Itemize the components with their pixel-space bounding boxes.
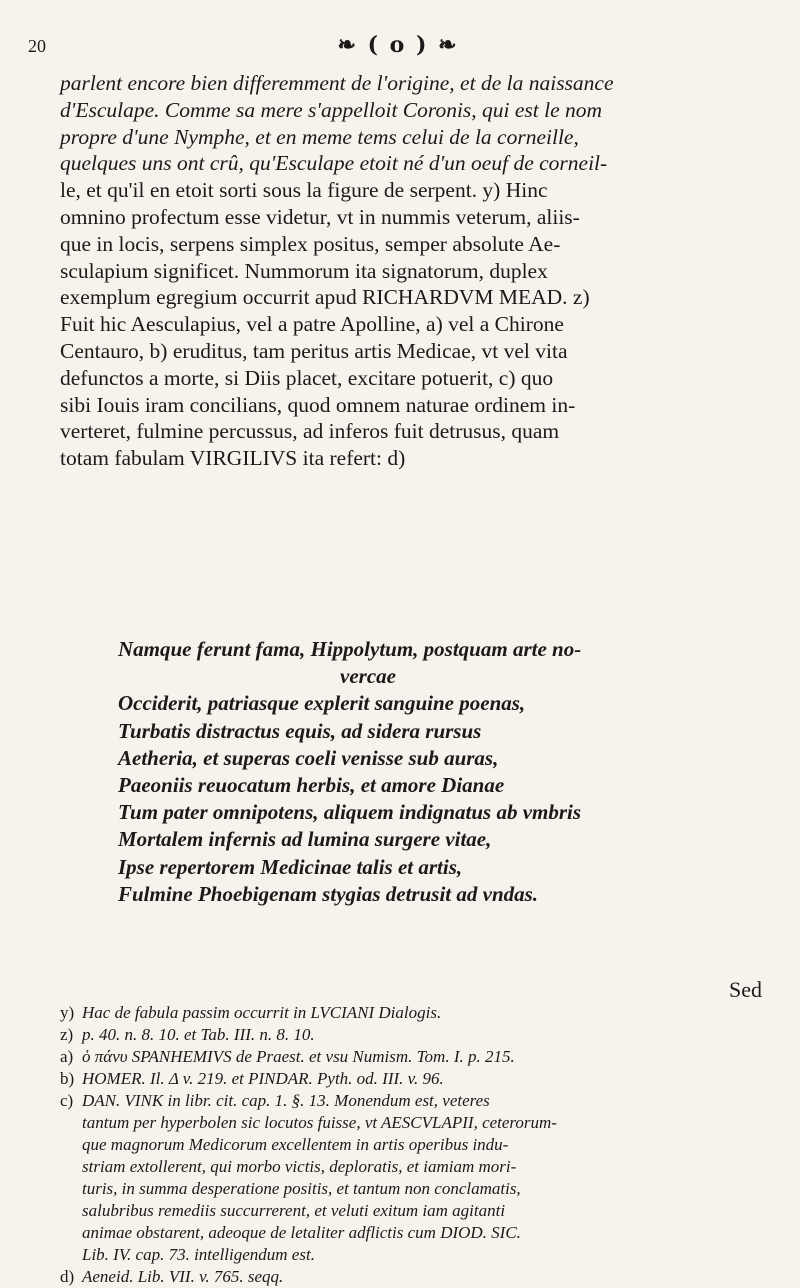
footnote bbox=[60, 1266, 772, 1288]
text-line: propre d'une Nymphe, et en meme tems celui de la corneille, bbox=[60, 124, 579, 149]
text-line: parlent encore bien differemment de l'origine, et de la naissance bbox=[60, 71, 614, 95]
verse-line: Tum pater omnipotens, aliquem indignatus ab vmbris bbox=[118, 800, 582, 825]
footnote-continuation: Lib. IV. cap. 73. intelligendum est. bbox=[82, 1245, 315, 1264]
footnote-label: d) bbox=[60, 1267, 75, 1286]
verse-line: vercae bbox=[340, 664, 396, 689]
page-header bbox=[28, 30, 768, 66]
footnote-label: a) bbox=[60, 1047, 74, 1066]
footnote bbox=[60, 1002, 772, 1024]
text-line: Centauro, b) eruditus, tam peritus artis Medicae, vt vel vita bbox=[60, 338, 568, 363]
text-line: verteret, fulmine percussus, ad inferos fuit detrusus, quam bbox=[60, 419, 560, 444]
text-line: omnino profectum esse videtur, vt in nummis veterum, aliis- bbox=[60, 204, 580, 229]
page-number: 20 bbox=[28, 36, 46, 56]
text-line: Fuit hic Aesculapius, vel a patre Apolline, a) vel a Chirone bbox=[60, 312, 564, 337]
text-line: que in locis, serpens simplex positus, semper absolute Ae- bbox=[60, 231, 561, 256]
footnotes bbox=[60, 1002, 772, 1288]
footnote bbox=[60, 1068, 772, 1090]
verse-line: Turbatis distractus equis, ad sidera rursus bbox=[118, 718, 482, 743]
footnote-continuation: tantum per hyperbolen sic locutos fuisse, vt AESCVLAPII, ceterorum- bbox=[82, 1113, 557, 1132]
running-head-ornament: ❧ ( o ) ❧ bbox=[337, 32, 459, 58]
verse-quotation bbox=[118, 636, 768, 908]
footnote-continuation: striam extollerent, qui morbo victis, deploratis, et iamiam mori- bbox=[82, 1157, 517, 1176]
footnote-label: b) bbox=[60, 1069, 75, 1088]
footnote-label: c) bbox=[60, 1091, 74, 1110]
footnote-text: HOMER. Il. Δ v. 219. et PINDAR. Pyth. od. III. v. 96. bbox=[82, 1069, 444, 1088]
text-line: defunctos a morte, si Diis placet, excitare potuerit, c) quo bbox=[60, 365, 554, 390]
text-line: sculapium significet. Nummorum ita signatorum, duplex bbox=[60, 258, 548, 283]
footnote-text: Aeneid. Lib. VII. v. 765. seqq. bbox=[82, 1267, 284, 1286]
body-text bbox=[60, 70, 772, 472]
verse-line: Mortalem infernis ad lumina surgere vitae, bbox=[118, 827, 492, 852]
footnote-text: p. 40. n. 8. 10. et Tab. III. n. 8. 10. bbox=[82, 1025, 315, 1044]
text-line: totam fabulam VIRGILIVS ita refert: d) bbox=[60, 446, 406, 471]
footnote bbox=[60, 1090, 772, 1112]
footnote-text: Hac de fabula passim occurrit in LVCIANI Dialogis. bbox=[82, 1003, 442, 1022]
footnote-continuation: animae obstarent, adeoque de letaliter adflictis cum DIOD. SIC. bbox=[82, 1223, 521, 1242]
footnote-text: DAN. VINK in libr. cit. cap. 1. §. 13. Monendum est, veteres bbox=[82, 1091, 490, 1110]
footnote-text: ὁ πάνυ SPANHEMIVS de Praest. et vsu Numism. Tom. I. p. 215. bbox=[82, 1047, 515, 1066]
footnote bbox=[60, 1024, 772, 1046]
text-line: sibi Iouis iram concilians, quod omnem naturae ordinem in- bbox=[60, 392, 576, 417]
text-line: exemplum egregium occurrit apud RICHARDVM MEAD. z) bbox=[60, 285, 590, 310]
verse-line: Aetheria, et superas coeli venisse sub auras, bbox=[118, 745, 499, 770]
text-line: d'Esculape. Comme sa mere s'appelloit Coronis, qui est le nom bbox=[60, 97, 603, 122]
verse-line: Namque ferunt fama, Hippolytum, postquam arte no- bbox=[118, 637, 582, 661]
text-line: quelques uns ont crû, qu'Esculape etoit né d'un oeuf de corneil- bbox=[60, 151, 608, 176]
footnote-label: z) bbox=[60, 1025, 74, 1044]
text-line: le, et qu'il en etoit sorti sous la figure de serpent. y) Hinc bbox=[60, 178, 548, 203]
verse-line: Fulmine Phoebigenam stygias detrusit ad vndas. bbox=[118, 881, 539, 906]
verse-line: Occiderit, patriasque explerit sanguine poenas, bbox=[118, 691, 526, 716]
footnote-continuation: turis, in summa desperatione positis, et tantum non conclamatis, bbox=[82, 1179, 521, 1198]
verse-line: Paeoniis reuocatum herbis, et amore Dianae bbox=[118, 773, 505, 798]
footnote-continuation: que magnorum Medicorum excellentem in artis operibus indu- bbox=[82, 1135, 509, 1154]
footnote-label: y) bbox=[60, 1003, 75, 1022]
verse-line: Ipse repertorem Medicinae talis et artis, bbox=[118, 854, 463, 879]
catchword: Sed bbox=[729, 977, 762, 1002]
footnote-continuation: salubribus remediis succurrerent, et veluti exitum iam agitanti bbox=[82, 1201, 506, 1220]
footnote bbox=[60, 1046, 772, 1068]
